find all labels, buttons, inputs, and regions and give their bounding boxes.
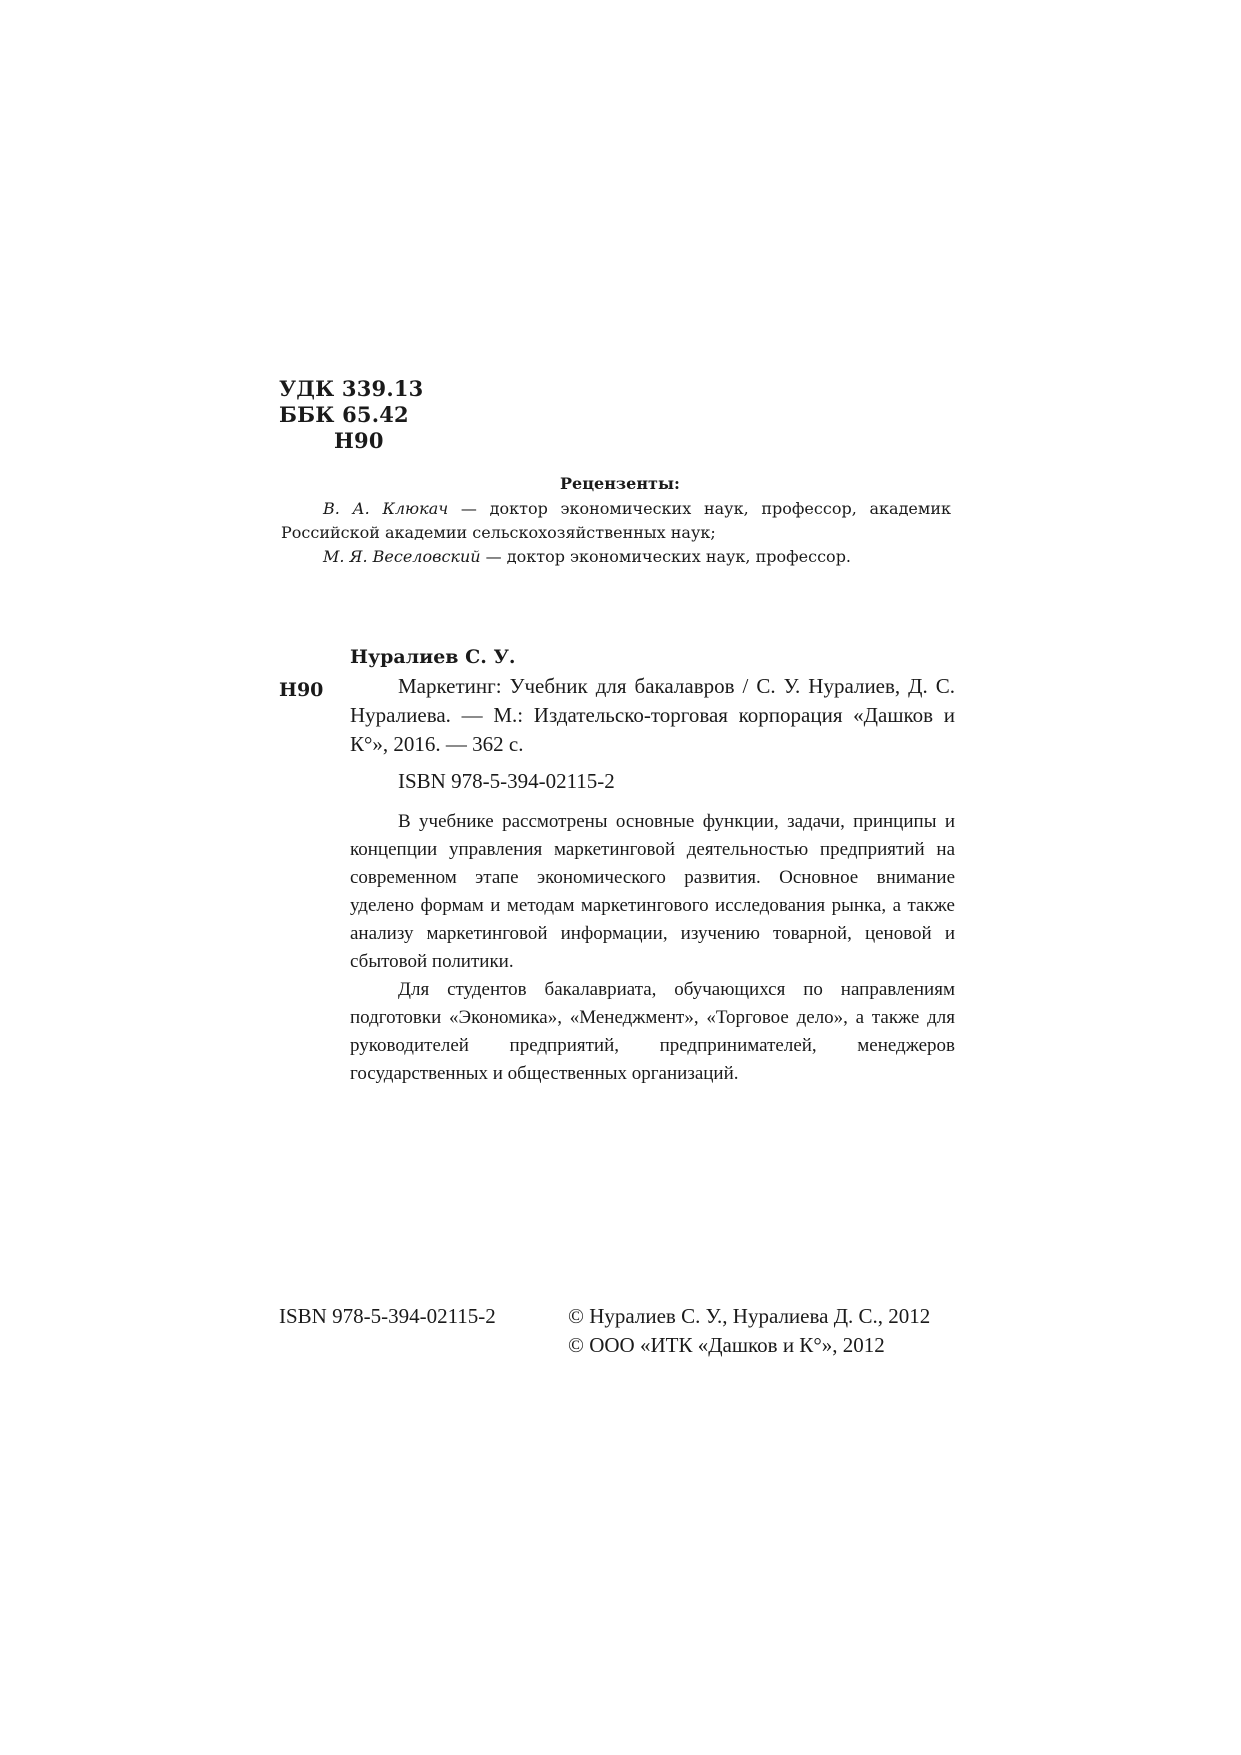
reviewer-name: В. А. Клюкач <box>323 499 449 518</box>
book-author: Нуралиев С. У. <box>350 646 516 668</box>
bibliographic-isbn: ISBN 978-5-394-02115-2 <box>398 769 615 793</box>
copyright-isbn: ISBN 978-5-394-02115-2 <box>279 1304 496 1328</box>
author-mark: Н90 <box>334 428 384 453</box>
reviewer-entry <box>281 497 951 545</box>
reviewer-description: — доктор экономических наук, профессор. <box>480 547 852 566</box>
udk-code: УДК 339.13 <box>279 376 424 401</box>
copyright-publisher: © ООО «ИТК «Дашков и К°», 2012 <box>568 1333 885 1357</box>
reviewer-entry <box>281 545 951 569</box>
reviewers-list <box>281 497 951 569</box>
bibliographic-description: Маркетинг: Учебник для бакалавров / С. У. Нуралиев, Д. С. Нуралиева. — М.: Издательско-торговая корпорация «Дашков и К°», 2016. — 362 с. <box>350 674 955 756</box>
copyright-authors: © Нуралиев С. У., Нуралиева Д. С., 2012 <box>568 1304 931 1328</box>
reviewer-name: М. Я. Веселовский <box>323 547 481 566</box>
abstract-paragraph: Для студентов бакалавриата, обучающихся по направлениям подготовки «Экономика», «Менеджмент», «Торговое дело», а также для руководителей предприятий, предпринимателей, менеджеров государственных и общественных организаций. <box>350 979 955 1084</box>
book-abstract <box>350 808 955 1088</box>
abstract-paragraph: В учебнике рассмотрены основные функции, задачи, принципы и концепции управления маркетинговой деятельностью предприятий на современном этапе экономического развития. Основное внимание уделено формам и методам маркетингового исследования рынка, а также анализу маркетинговой информации, изучению товарной, ценовой и сбытовой политики. <box>350 811 955 972</box>
author-mark-margin: Н90 <box>279 679 324 701</box>
reviewer-description: — доктор экономических наук, профессор, академик Российской академии сельскохозяйственных наук; <box>281 499 952 542</box>
bbk-code: ББК 65.42 <box>279 402 409 427</box>
reviewers-title: Рецензенты: <box>560 474 680 493</box>
